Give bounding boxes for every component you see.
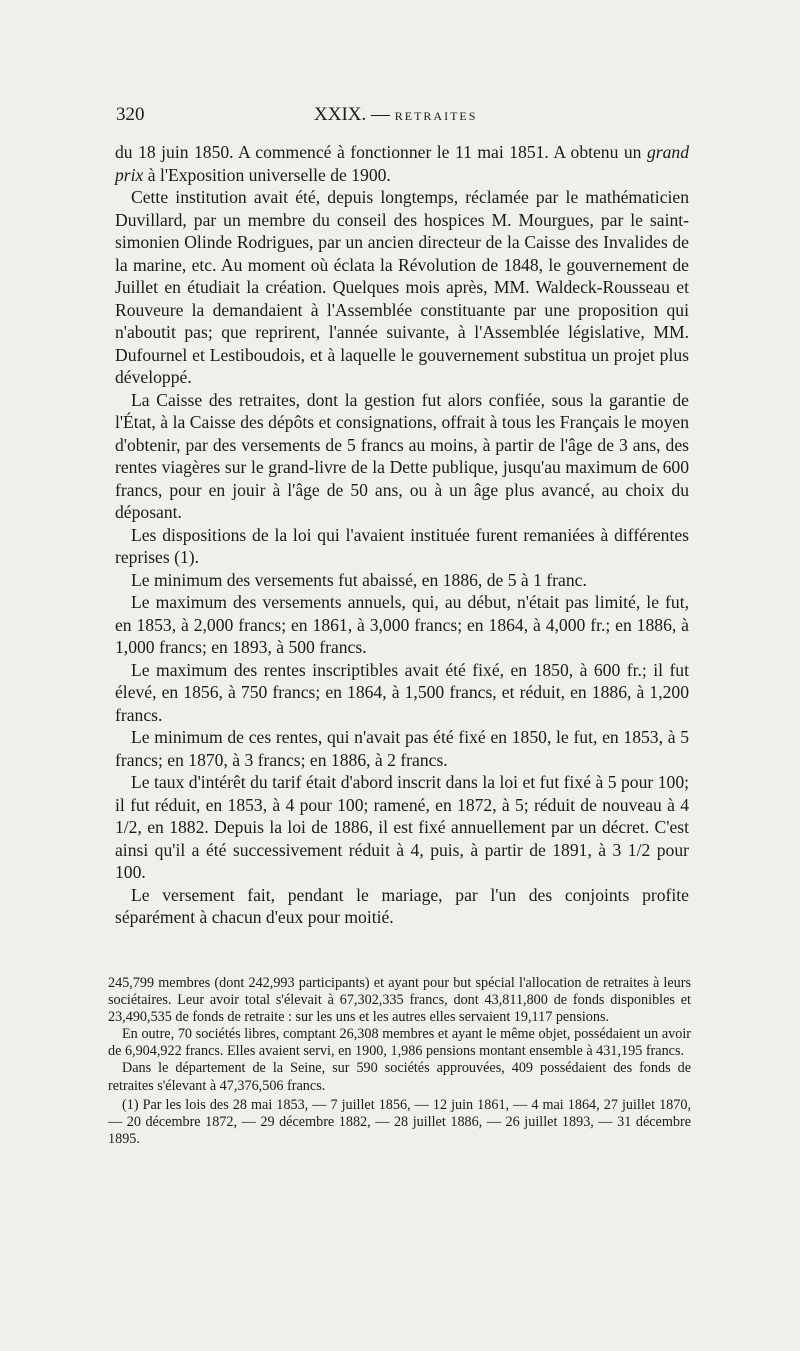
paragraph: Le minimum des versements fut abaissé, en 1886, de 5 à 1 franc. [131, 569, 587, 590]
chapter-number: XXIX. — [314, 104, 390, 125]
paragraph: du 18 juin 1850. A commencé à fonctionner le 11 mai 1851. A obtenu un grand prix à l'Exposition universelle de 1900. [115, 142, 689, 185]
page-number: 320 [116, 104, 145, 125]
paragraph: Le maximum des rentes inscriptibles avait été fixé, en 1850, à 600 fr.; il fut élevé, en 1856, à 750 francs; en 1864, à 1,500 francs, et réduit, en 1886, à 1,200 francs. [115, 659, 689, 725]
paragraph: Les dispositions de la loi qui l'avaient instituée furent remaniées à différentes reprises (1). [115, 524, 689, 567]
paragraph: Le versement fait, pendant le mariage, par l'un des conjoints profite séparément à chacun d'eux pour moitié. [115, 884, 689, 927]
running-title [314, 104, 477, 126]
main-text [115, 141, 689, 929]
section-title: RETRAITES [394, 109, 478, 123]
paragraph: La Caisse des retraites, dont la gestion fut alors confiée, sous la garantie de l'État, à la Caisse des dépôts et consignations, offrait à tous les Français le moyen d'obtenir, par des versements de 5 francs au moins, à partir de l'âge de 3 ans, des rentes viagères sur le grand-livre de la Dette publique, jusqu'au maximum de 600 francs, pour en jouir à l'âge de 50 ans, ou à un âge plus avancé, au choix du déposant. [115, 389, 689, 522]
italic-term: grand prix [115, 142, 689, 185]
footnote: Dans le département de la Seine, sur 590 sociétés approuvées, 409 possédaient des fonds de retraites s'élevant à 47,376,506 francs. [108, 1060, 691, 1094]
paragraph: Le taux d'intérêt du tarif était d'abord inscrit dans la loi et fut fixé à 5 pour 100; il fut réduit, en 1853, à 4 pour 100; ramené, en 1872, à 5; réduit de nouveau à 4 1/2, en 1882. Depuis la loi de 1886, il est fixé annuellement par un décret. C'est ainsi qu'il a été successivement réduit à 4, puis, à partir de 1891, à 3 1/2 pour 100. [115, 772, 689, 882]
page-header [116, 104, 686, 128]
paragraph: Cette institution avait été, depuis longtemps, réclamée par le mathématicien Duvillard, par un membre du conseil des hospices M. Mourgues, par le saint-simonien Olinde Rodrigues, par un ancien directeur de la Caisse des Invalides de la marine, etc. Au moment où éclata la Révolution de 1848, le gouvernement de Juillet en étudiait la création. Quelques mois après, MM. Waldeck-Rousseau et Rouveure la demandaient à l'Assemblée constituante par une proposition qui n'aboutit pas; que reprirent, l'année suivante, à l'Assemblée législative, MM. Dufournel et Lestiboudois, et à laquelle le gouvernement substitua un projet plus développé. [115, 187, 689, 387]
footnote-1: (1) Par les lois des 28 mai 1853, — 7 juillet 1856, — 12 juin 1861, — 4 mai 1864, 27 juillet 1870, — 20 décembre 1872, — 29 décembre 1882, — 28 juillet 1886, — 26 juillet 1893, — 31 décembre 1895. [108, 1096, 691, 1147]
paragraph: Le maximum des versements annuels, qui, au début, n'était pas limité, le fut, en 1853, à 2,000 francs; en 1861, à 3,000 francs; en 1864, à 4,000 fr.; en 1886, à 1,000 francs; en 1893, à 500 francs. [115, 592, 689, 657]
footnotes [108, 975, 691, 1148]
footnote: 245,799 membres (dont 242,993 participants) et ayant pour but spécial l'allocation de retraites à leurs sociétaires. Leur avoir total s'élevait à 67,302,335 francs, dont 43,811,800 de fonds disponibles et 23,490,535 de fonds de retraite : sur les uns et les autres elles servaient 19,117 pensions. [108, 975, 691, 1026]
paragraph: Le minimum de ces rentes, qui n'avait pas été fixé en 1850, le fut, en 1853, à 5 francs; en 1870, à 3 francs; en 1886, à 2 francs. [115, 727, 689, 770]
footnote: En outre, 70 sociétés libres, comptant 26,308 membres et ayant le même objet, possédaient un avoir de 6,904,922 francs. Elles avaient servi, en 1900, 1,986 pensions montant ensemble à 431,195 francs. [108, 1026, 691, 1060]
